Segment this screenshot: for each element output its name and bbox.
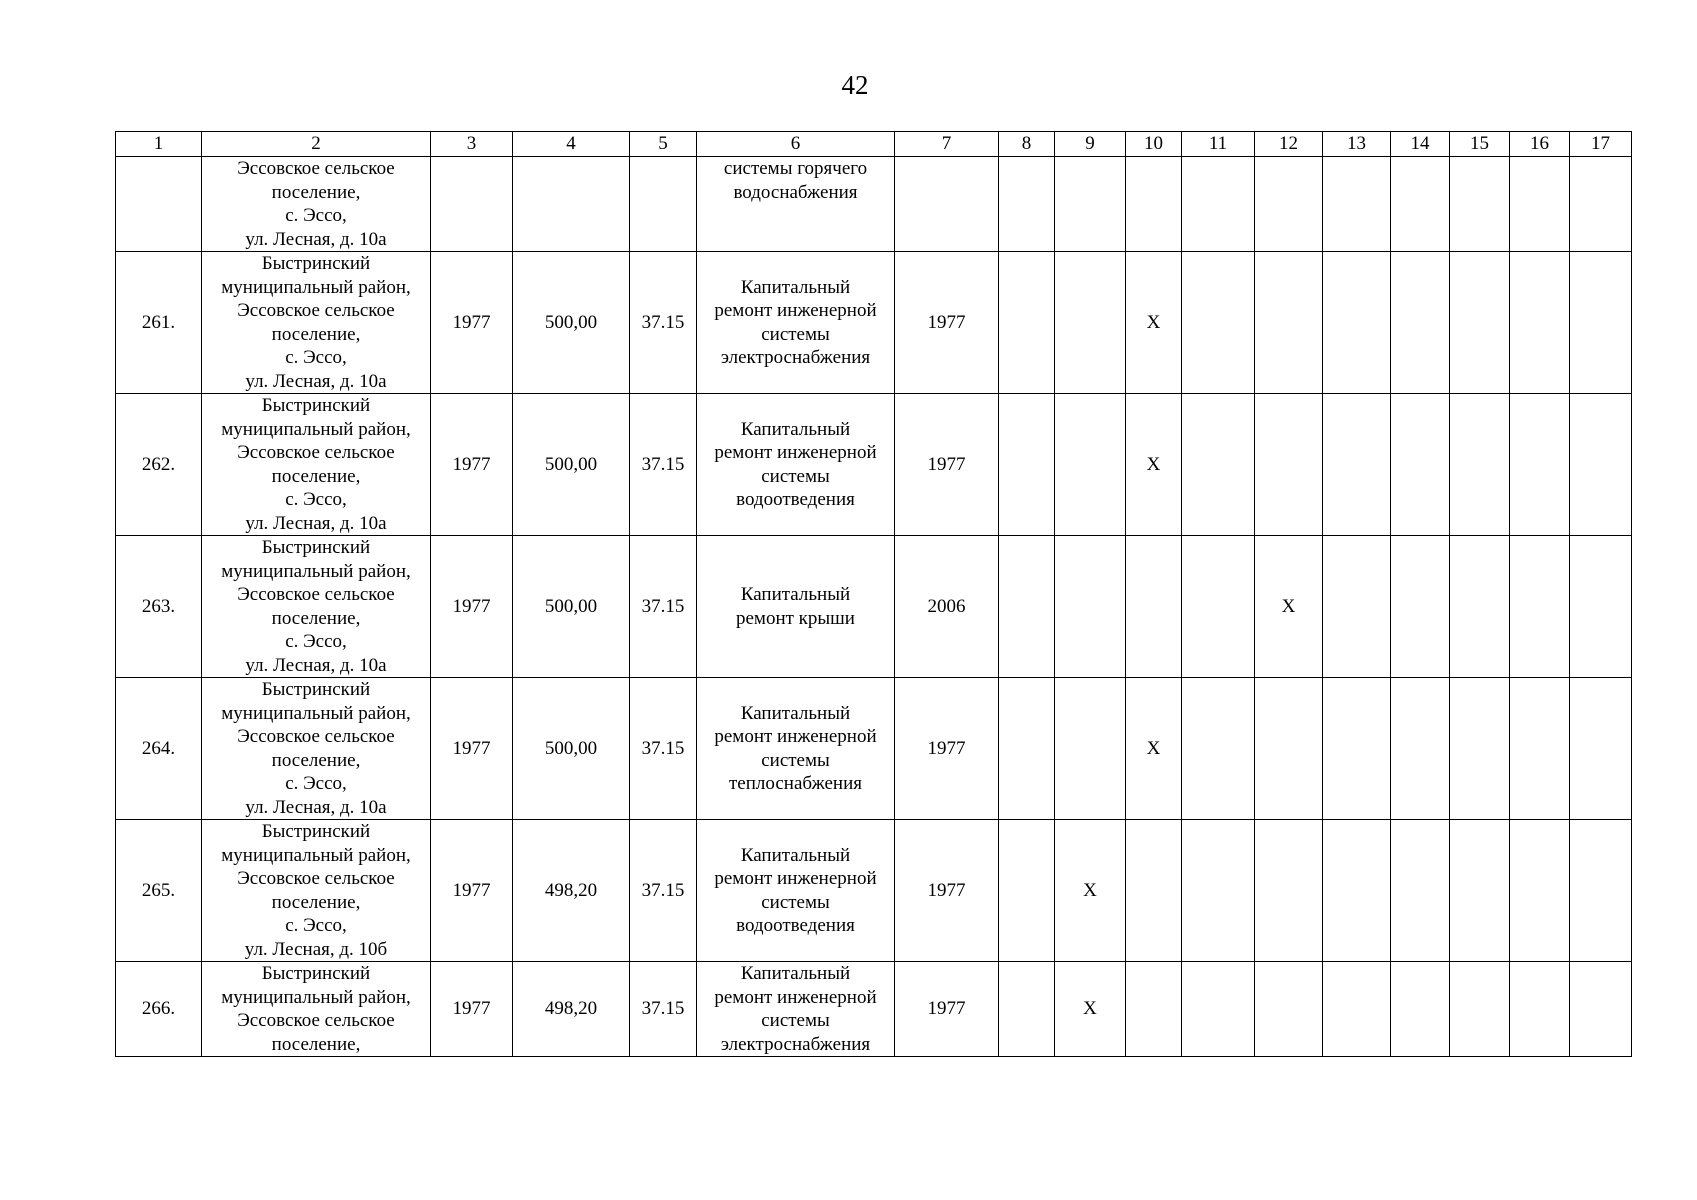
cell-year-repair: 1977 [895, 962, 999, 1057]
column-header: 12 [1255, 132, 1323, 157]
work-line: Капитальный [740, 702, 851, 724]
column-header: 3 [431, 132, 513, 157]
address-line: с. Эссо, [285, 915, 347, 936]
cell-mark [999, 394, 1055, 536]
address-line: Эссовское сельское [237, 1010, 395, 1031]
table-row [116, 536, 1632, 678]
cell-mark [1391, 536, 1450, 678]
work-line: электроснабжения [720, 1033, 871, 1055]
address-line: Быстринский [261, 537, 371, 558]
column-header: 4 [513, 132, 630, 157]
column-header: 10 [1126, 132, 1182, 157]
cell-year-repair: 1977 [895, 394, 999, 536]
cell-mark [1255, 962, 1323, 1057]
cell-mark [1570, 252, 1632, 394]
cell-year [431, 157, 513, 252]
address-line: муниципальный район, [221, 702, 411, 724]
cell-mark [1323, 820, 1391, 962]
cell-mark [1055, 252, 1126, 394]
cell-code [630, 157, 697, 252]
work-line: системы горячего [723, 158, 868, 179]
work-line: водоснабжения [733, 181, 858, 203]
table-row-continuation [116, 157, 1632, 252]
cell-address [202, 536, 431, 678]
address-line: поселение, [271, 1033, 361, 1055]
cell-area: 500,00 [513, 678, 630, 820]
work-line: системы [761, 465, 830, 487]
cell-mark [1126, 536, 1182, 678]
cell-mark [1510, 962, 1570, 1057]
cell-mark [1510, 536, 1570, 678]
cell-mark [1510, 678, 1570, 820]
column-header: 15 [1450, 132, 1510, 157]
cell-mark [999, 536, 1055, 678]
cell-code: 37.15 [630, 820, 697, 962]
cell-year: 1977 [431, 536, 513, 678]
work-line: ремонт инженерной [714, 442, 877, 463]
cell-mark: X [1055, 820, 1126, 962]
cell-mark [1323, 536, 1391, 678]
cell-mark [1570, 820, 1632, 962]
address-line: Быстринский [261, 253, 371, 274]
cell-mark [1450, 252, 1510, 394]
cell-work [697, 536, 895, 678]
cell-address [202, 394, 431, 536]
address-line: Быстринский [261, 679, 371, 700]
address-line: ул. Лесная, д. 10а [245, 370, 387, 392]
work-line: теплоснабжения [729, 773, 862, 794]
work-line: Капитальный [740, 418, 851, 440]
work-line: Капитальный [740, 584, 851, 605]
cell-year-repair: 1977 [895, 678, 999, 820]
cell-mark: X [1255, 536, 1323, 678]
address-line: Эссовское сельское [237, 868, 395, 889]
cell-mark [1510, 157, 1570, 252]
cell-mark [1391, 157, 1450, 252]
cell-work [697, 394, 895, 536]
cell-mark [1055, 536, 1126, 678]
cell-year: 1977 [431, 962, 513, 1057]
cell-year: 1977 [431, 678, 513, 820]
cell-year: 1977 [431, 820, 513, 962]
cell-address [202, 678, 431, 820]
work-line: водоотведения [736, 915, 855, 936]
cell-mark [1182, 394, 1255, 536]
cell-mark [1182, 252, 1255, 394]
cell-mark [1182, 678, 1255, 820]
cell-mark [999, 962, 1055, 1057]
cell-mark [1510, 394, 1570, 536]
work-line: Капитальный [740, 844, 851, 866]
cell-address [202, 820, 431, 962]
work-line: системы [761, 891, 830, 913]
address-line: муниципальный район, [221, 276, 411, 298]
work-line: ремонт инженерной [714, 986, 877, 1008]
column-header: 17 [1570, 132, 1632, 157]
cell-number [116, 157, 202, 252]
cell-mark [1450, 157, 1510, 252]
address-line: ул. Лесная, д. 10б [244, 938, 388, 960]
address-line: поселение, [271, 181, 361, 203]
address-line: Эссовское сельское [237, 300, 395, 321]
work-line: системы [761, 1010, 830, 1031]
cell-year-repair: 1977 [895, 820, 999, 962]
address-line: поселение, [271, 465, 361, 487]
cell-mark [1323, 678, 1391, 820]
cell-year: 1977 [431, 252, 513, 394]
cell-area: 498,20 [513, 962, 630, 1057]
cell-mark [1182, 536, 1255, 678]
cell-work [697, 157, 895, 252]
cell-mark [999, 820, 1055, 962]
address-line: Эссовское сельское [237, 726, 395, 747]
cell-year: 1977 [431, 394, 513, 536]
cell-year-repair: 1977 [895, 252, 999, 394]
cell-mark: X [1055, 962, 1126, 1057]
cell-mark [1570, 536, 1632, 678]
cell-mark [1255, 252, 1323, 394]
work-line: Капитальный [740, 963, 851, 984]
address-line: ул. Лесная, д. 10а [245, 654, 387, 676]
table-row [116, 678, 1632, 820]
cell-mark [1323, 252, 1391, 394]
cell-work [697, 962, 895, 1057]
cell-mark [1255, 820, 1323, 962]
address-line: с. Эссо, [285, 773, 347, 794]
work-line: системы [761, 323, 830, 345]
cell-mark [1391, 678, 1450, 820]
cell-year-repair [895, 157, 999, 252]
cell-mark [1450, 962, 1510, 1057]
cell-work [697, 252, 895, 394]
cell-mark [1255, 157, 1323, 252]
work-line: ремонт инженерной [714, 726, 877, 747]
cell-mark [1323, 394, 1391, 536]
cell-area: 498,20 [513, 820, 630, 962]
work-line: ремонт крыши [736, 607, 855, 629]
cell-area [513, 157, 630, 252]
cell-address [202, 962, 431, 1057]
column-header: 6 [697, 132, 895, 157]
address-line: Эссовское сельское [237, 442, 395, 463]
address-line: ул. Лесная, д. 10а [245, 228, 387, 250]
cell-mark [999, 678, 1055, 820]
cell-mark [1126, 962, 1182, 1057]
cell-mark [1182, 157, 1255, 252]
cell-mark: X [1126, 394, 1182, 536]
cell-number: 264. [116, 678, 202, 820]
cell-mark [1055, 394, 1126, 536]
cell-mark [1570, 157, 1632, 252]
cell-mark [1126, 157, 1182, 252]
column-header: 13 [1323, 132, 1391, 157]
column-header: 16 [1510, 132, 1570, 157]
cell-mark [1450, 394, 1510, 536]
cell-code: 37.15 [630, 962, 697, 1057]
cell-work [697, 820, 895, 962]
cell-mark [1391, 820, 1450, 962]
table-row [116, 252, 1632, 394]
table-row [116, 394, 1632, 536]
cell-address [202, 252, 431, 394]
work-line: электроснабжения [720, 347, 871, 368]
address-line: Быстринский [261, 963, 371, 984]
cell-number: 261. [116, 252, 202, 394]
column-header: 7 [895, 132, 999, 157]
address-line: муниципальный район, [221, 560, 411, 582]
cell-mark [1391, 252, 1450, 394]
address-line: Быстринский [261, 821, 371, 842]
cell-mark [1126, 820, 1182, 962]
cell-number: 266. [116, 962, 202, 1057]
cell-mark [1450, 820, 1510, 962]
cell-mark [1570, 394, 1632, 536]
cell-mark [1570, 678, 1632, 820]
table-row [116, 820, 1632, 962]
work-line: ремонт инженерной [714, 868, 877, 889]
cell-number: 262. [116, 394, 202, 536]
address-line: с. Эссо, [285, 347, 347, 368]
cell-mark [1255, 678, 1323, 820]
cell-mark [1182, 820, 1255, 962]
address-line: Эссовское сельское [237, 584, 395, 605]
address-line: муниципальный район, [221, 986, 411, 1008]
address-line: ул. Лесная, д. 10а [245, 512, 387, 534]
cell-work [697, 678, 895, 820]
work-line: водоотведения [736, 489, 855, 510]
cell-mark [1570, 962, 1632, 1057]
cell-mark: X [1126, 678, 1182, 820]
cell-year-repair: 2006 [895, 536, 999, 678]
cell-mark [1323, 157, 1391, 252]
register-table [115, 131, 1632, 1057]
cell-address [202, 157, 431, 252]
address-line: с. Эссо, [285, 205, 347, 226]
work-line: ремонт инженерной [714, 300, 877, 321]
work-line: системы [761, 749, 830, 771]
cell-mark [1510, 252, 1570, 394]
address-line: поселение, [271, 749, 361, 771]
cell-mark [1391, 394, 1450, 536]
column-header: 8 [999, 132, 1055, 157]
column-header: 1 [116, 132, 202, 157]
address-line: Эссовское сельское [237, 158, 395, 179]
cell-number: 265. [116, 820, 202, 962]
cell-code: 37.15 [630, 678, 697, 820]
cell-code: 37.15 [630, 394, 697, 536]
address-line: поселение, [271, 607, 361, 629]
cell-mark [1323, 962, 1391, 1057]
address-line: Быстринский [261, 395, 371, 416]
cell-mark [999, 157, 1055, 252]
cell-mark [1055, 157, 1126, 252]
cell-area: 500,00 [513, 252, 630, 394]
column-header: 9 [1055, 132, 1126, 157]
cell-mark [1450, 678, 1510, 820]
cell-mark [1255, 394, 1323, 536]
cell-mark [1391, 962, 1450, 1057]
column-header: 11 [1182, 132, 1255, 157]
address-line: ул. Лесная, д. 10а [245, 796, 387, 818]
cell-code: 37.15 [630, 536, 697, 678]
cell-code: 37.15 [630, 252, 697, 394]
work-line: Капитальный [740, 276, 851, 298]
cell-mark [1182, 962, 1255, 1057]
cell-mark [1055, 678, 1126, 820]
table-row [116, 962, 1632, 1057]
cell-mark [1510, 820, 1570, 962]
address-line: муниципальный район, [221, 418, 411, 440]
address-line: поселение, [271, 891, 361, 913]
column-header: 5 [630, 132, 697, 157]
cell-mark: X [1126, 252, 1182, 394]
page-number: 42 [841, 70, 869, 100]
cell-mark [999, 252, 1055, 394]
address-line: поселение, [271, 323, 361, 345]
cell-area: 500,00 [513, 394, 630, 536]
column-header: 2 [202, 132, 431, 157]
address-line: с. Эссо, [285, 631, 347, 652]
cell-number: 263. [116, 536, 202, 678]
cell-area: 500,00 [513, 536, 630, 678]
address-line: муниципальный район, [221, 844, 411, 866]
header-row [116, 132, 1632, 157]
column-header: 14 [1391, 132, 1450, 157]
address-line: с. Эссо, [285, 489, 347, 510]
cell-mark [1450, 536, 1510, 678]
